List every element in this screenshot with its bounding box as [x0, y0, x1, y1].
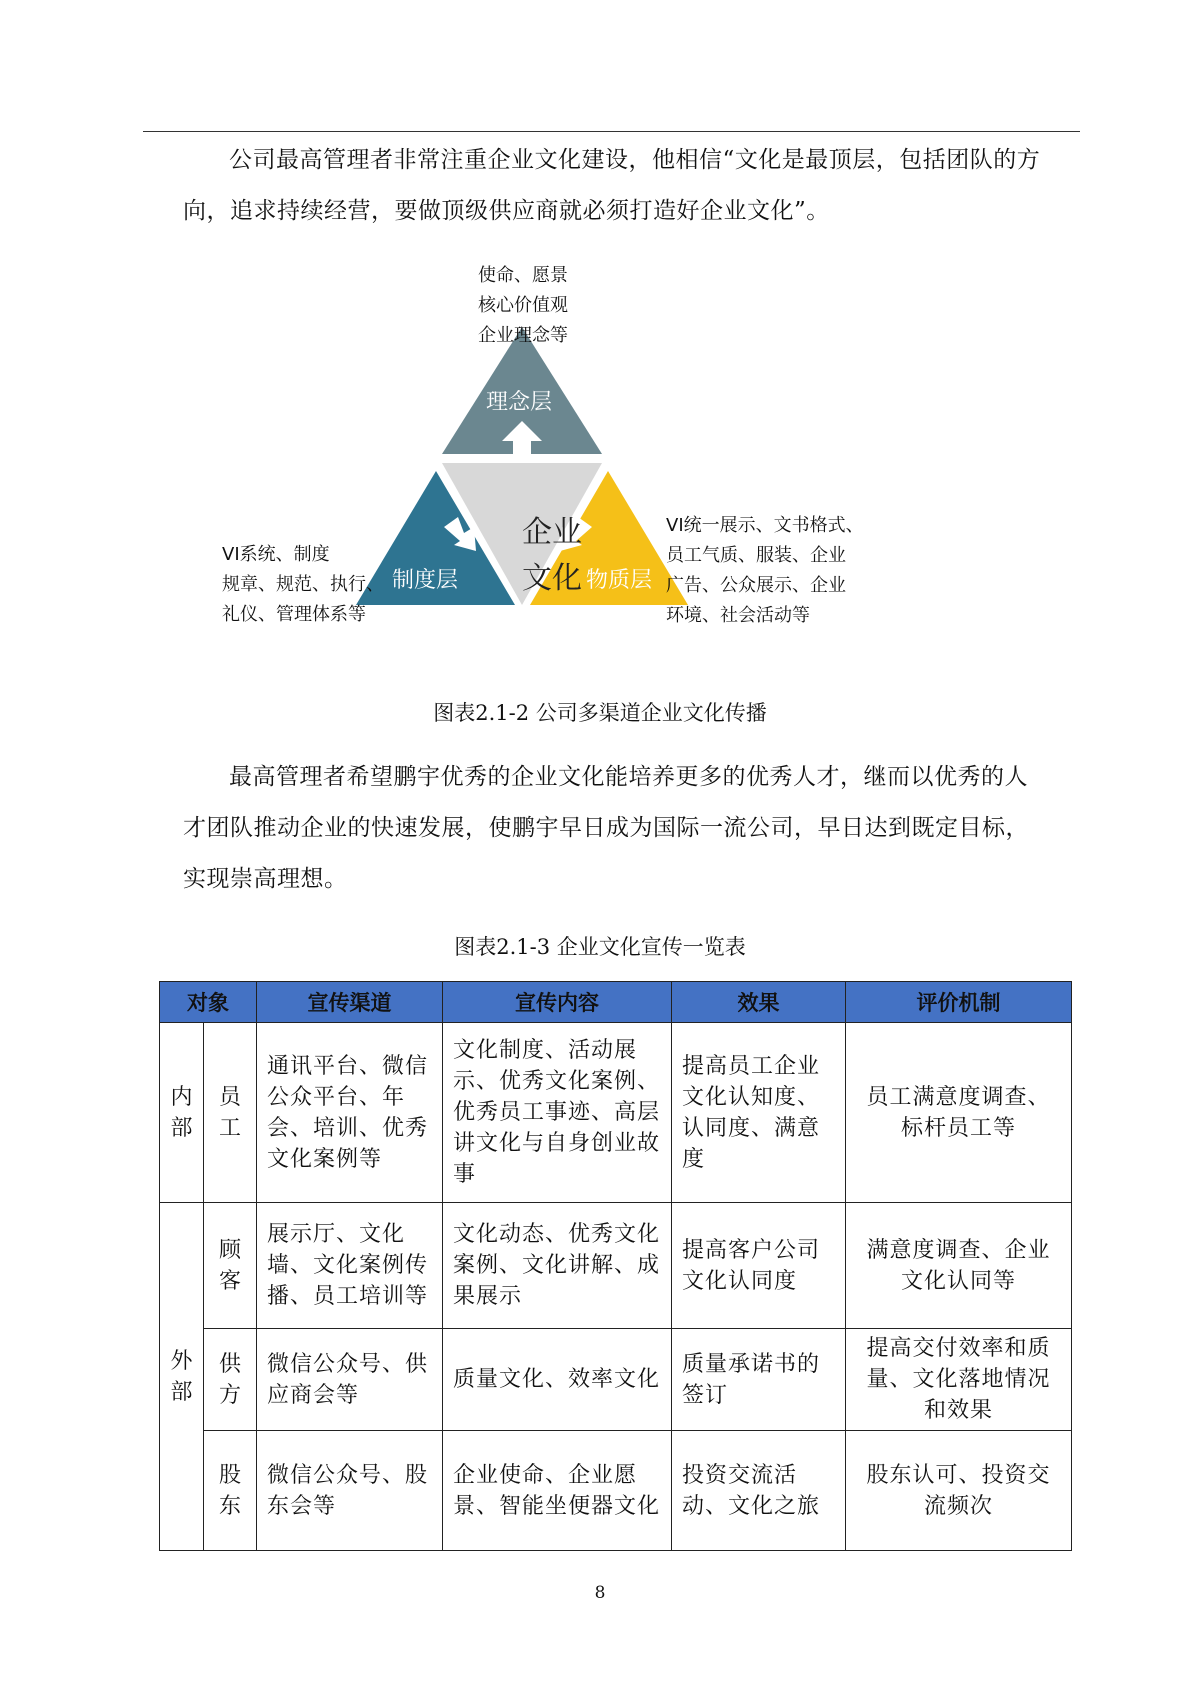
- header-evaluation: 评价机制: [846, 982, 1072, 1023]
- concept-desc-line: 企业理念等: [478, 325, 568, 346]
- object-cell: 供方: [204, 1329, 257, 1431]
- culture-promotion-table: [159, 981, 1072, 1551]
- system-desc-line: 规章、规范、执行、: [222, 574, 384, 595]
- table-row: [160, 1023, 1072, 1203]
- table-row: [160, 1203, 1072, 1329]
- effect-cell: 投资交流活动、文化之旅: [672, 1431, 846, 1551]
- effect-cell: 提高客户公司文化认同度: [672, 1203, 846, 1329]
- concept-layer-label: 理念层: [486, 390, 553, 415]
- material-desc-line: 环境、社会活动等: [666, 605, 810, 626]
- material-desc-line: VI统一展示、文书格式、: [666, 515, 864, 536]
- evaluation-cell: 股东认可、投资交流频次: [846, 1431, 1072, 1551]
- material-desc-line: 员工气质、服装、企业: [666, 545, 846, 566]
- concept-desc-line: 使命、愿景: [478, 265, 568, 286]
- header-rule: [143, 131, 1080, 132]
- group-external: 外部: [160, 1203, 204, 1551]
- channel-cell: 通讯平台、微信公众平台、年会、培训、优秀文化案例等: [257, 1023, 443, 1203]
- concept-desc-line: 核心价值观: [478, 295, 568, 316]
- content-cell: 质量文化、效率文化: [443, 1329, 672, 1431]
- header-effect: 效果: [672, 982, 846, 1023]
- object-cell: 股东: [204, 1431, 257, 1551]
- effect-cell: 质量承诺书的签订: [672, 1329, 846, 1431]
- system-desc-line: 礼仪、管理体系等: [222, 604, 366, 625]
- table-header-row: [160, 982, 1072, 1023]
- system-layer-label: 制度层: [392, 568, 459, 593]
- header-content: 宣传内容: [443, 982, 672, 1023]
- material-layer-description: [666, 511, 864, 631]
- system-layer-description: [222, 540, 384, 630]
- object-cell: 员工: [204, 1023, 257, 1203]
- evaluation-cell: 员工满意度调查、标杆员工等: [846, 1023, 1072, 1203]
- page-number: 8: [594, 1583, 606, 1603]
- material-desc-line: 广告、公众展示、企业: [666, 575, 846, 596]
- content-cell: 文化制度、活动展示、优秀文化案例、优秀员工事迹、高层讲文化与自身创业故事: [443, 1023, 672, 1203]
- header-channel: 宣传渠道: [257, 982, 443, 1023]
- group-internal: 内部: [160, 1023, 204, 1203]
- content-cell: 企业使命、企业愿景、智能坐便器文化: [443, 1431, 672, 1551]
- channel-cell: 展示厅、文化墙、文化案例传播、员工培训等: [257, 1203, 443, 1329]
- effect-cell: 提高员工企业文化认知度、认同度、满意度: [672, 1023, 846, 1203]
- content-cell: 文化动态、优秀文化案例、文化讲解、成果展示: [443, 1203, 672, 1329]
- center-label-line: 文化: [522, 561, 582, 596]
- paragraph-culture-intro: 公司最高管理者非常注重企业文化建设，他相信“文化是最顶层，包括团队的方向，追求持续经营，要做顶级供应商就必须打造好企业文化”。: [183, 147, 1041, 224]
- channel-cell: 微信公众号、供应商会等: [257, 1329, 443, 1431]
- table-caption: 图表2.1-3 企业文化宣传一览表: [454, 935, 746, 959]
- center-label-line: 企业: [522, 515, 582, 550]
- table-row: [160, 1431, 1072, 1551]
- figure-caption: 图表2.1-2 公司多渠道企业文化传播: [433, 701, 767, 725]
- evaluation-cell: 满意度调查、企业文化认同等: [846, 1203, 1072, 1329]
- channel-cell: 微信公众号、股东会等: [257, 1431, 443, 1551]
- table-row: [160, 1329, 1072, 1431]
- culture-triangle-diagram: [222, 265, 960, 670]
- object-cell: 顾客: [204, 1203, 257, 1329]
- system-desc-line: VI系统、制度: [222, 544, 330, 565]
- header-object: 对象: [160, 982, 257, 1023]
- evaluation-cell: 提高交付效率和质量、文化落地情况和效果: [846, 1329, 1072, 1431]
- paragraph-talent-goal: 最高管理者希望鹏宇优秀的企业文化能培养更多的优秀人才，继而以优秀的人才团队推动企业的快速发展，使鹏宇早日成为国际一流公司，早日达到既定目标，实现崇高理想。: [183, 764, 1029, 892]
- concept-layer-description: [478, 261, 568, 351]
- material-layer-label: 物质层: [586, 568, 653, 593]
- center-label: [492, 510, 612, 602]
